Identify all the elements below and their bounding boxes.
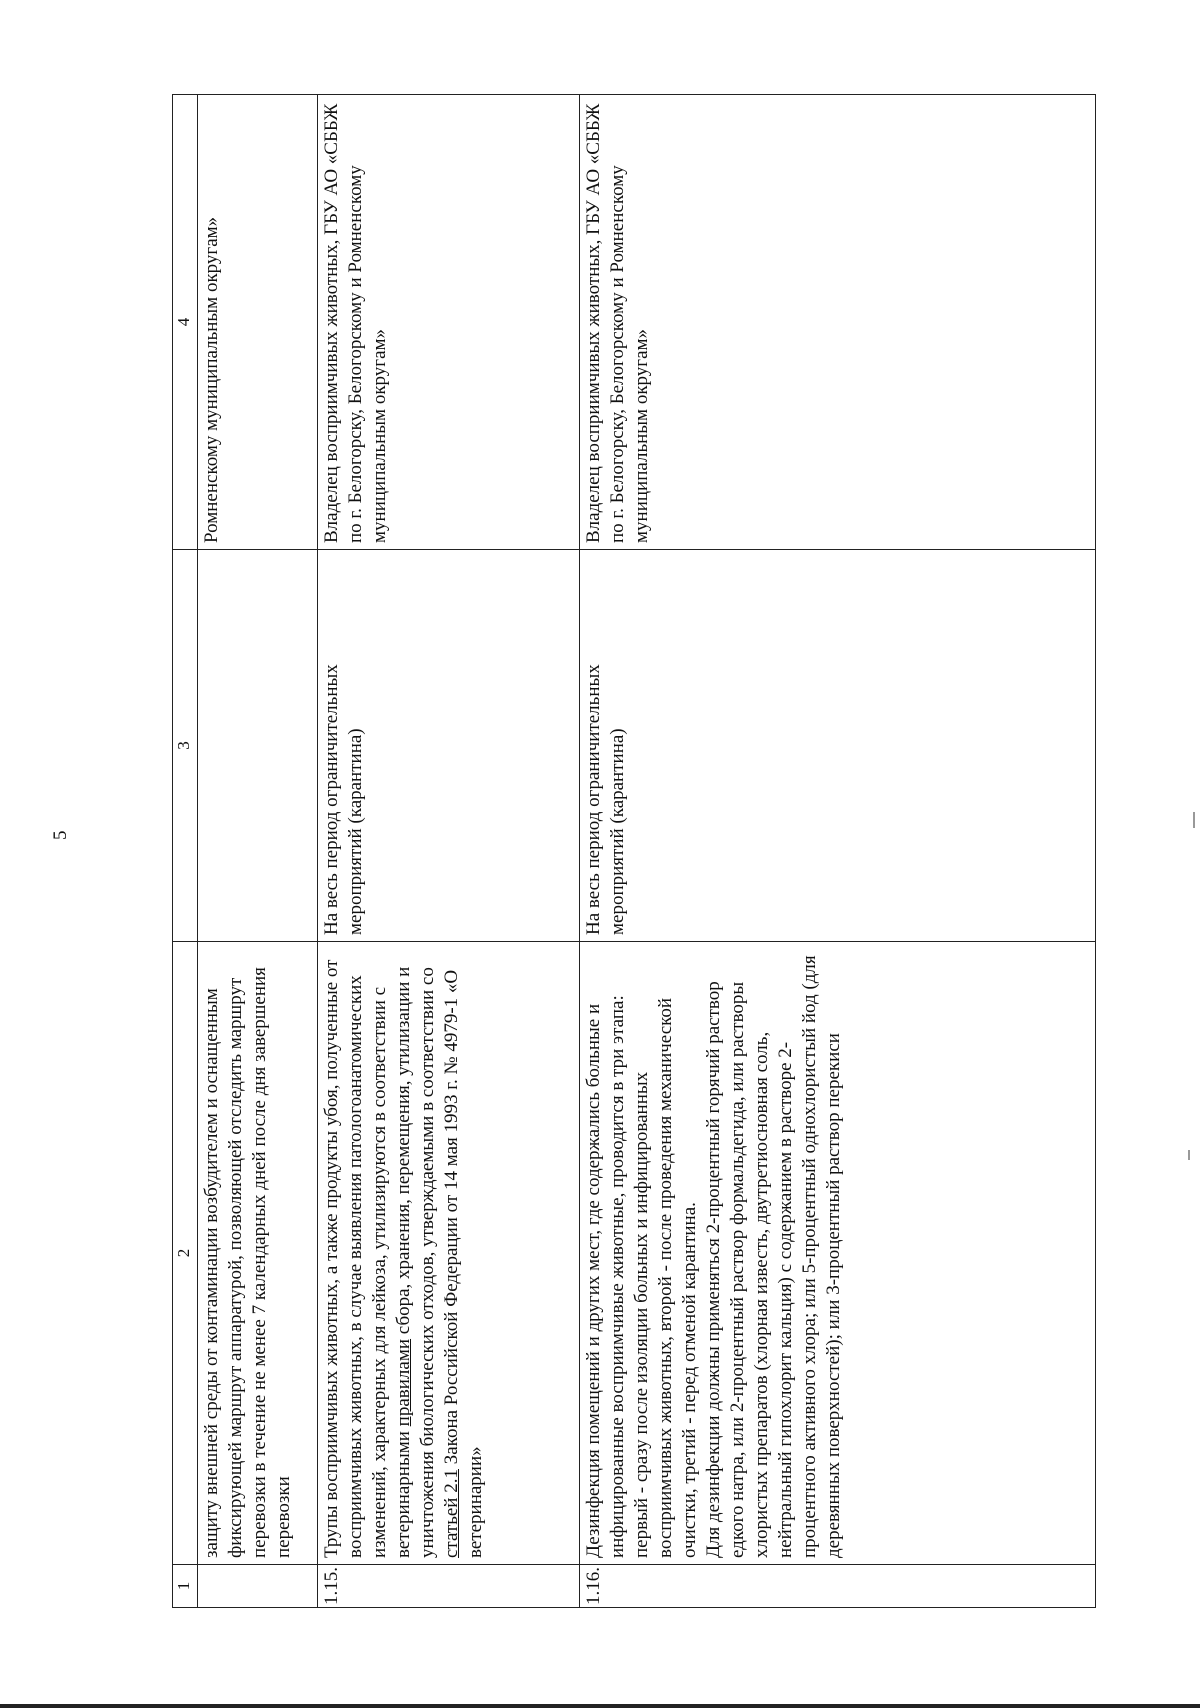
measure-paragraph: Дезинфекция помещений и других мест, где содержались больные и инфицированные восприимчивые животные, проводится в три этапа: первый - сразу после изоляции больных и инфицированных восприимчивых животных, второй - после проведения механической очистки, третий - перед отменой карантина.: [583, 995, 700, 1558]
table-row: [198, 95, 318, 1608]
table-header-row: [173, 95, 198, 1608]
header-col-2: 2: [173, 942, 198, 1565]
responsible-party: Владелец восприимчивых животных, ГБУ АО «СББЖ по г. Белогорску, Белогорскому и Ромненскому муниципальным округам»: [318, 95, 580, 550]
responsible-party: Владелец восприимчивых животных, ГБУ АО «СББЖ по г. Белогорску, Белогорскому и Ромненскому муниципальным округам»: [580, 95, 1096, 550]
measure-text-part: сбора, хранения, перемещения, утилизации и уничтожения биологических отходов, утверждаемыми в соответствии со: [393, 966, 438, 1558]
table-row: [318, 95, 580, 1608]
header-col-4: 4: [173, 95, 198, 550]
responsible-party: Ромненскому муниципальным округам»: [198, 95, 318, 550]
measure-text: защиту внешней среды от контаминации возбудителем и оснащенным фиксирующей маршрут аппаратурой, позволяющей отследить маршрут перевозки в течение не менее 7 календарных дней после дня завершения перевозки: [198, 942, 318, 1565]
article-link[interactable]: статьей 2.1: [441, 1469, 462, 1558]
measure-text: [318, 942, 580, 1565]
measures-table: [172, 94, 1096, 1608]
measure-text: [580, 942, 1096, 1565]
row-number: [198, 1565, 318, 1608]
measure-period: [198, 550, 318, 942]
table-row: [580, 95, 1096, 1608]
header-col-1: 1: [173, 1565, 198, 1608]
measure-text-part: Трупы восприимчивых животных, а также продукты убоя, полученные от восприимчивых животных, в случае выявления патологоанатомических изменений, характерных для лейкоза, утилизируются в соответствии с ветеринарными: [321, 959, 414, 1558]
scan-edge: [0, 1704, 1200, 1708]
measure-period: На весь период ограничительных мероприятий (карантина): [318, 550, 580, 942]
header-col-3: 3: [173, 550, 198, 942]
row-number: 1.15.: [318, 1565, 580, 1608]
scan-mark: [1188, 1150, 1190, 1160]
scan-mark: [1193, 812, 1195, 828]
rotated-table-container: [172, 103, 1096, 1608]
measure-period: На весь период ограничительных мероприятий (карантина): [580, 550, 1096, 942]
row-number: 1.16.: [580, 1565, 1096, 1608]
measure-paragraph: Для дезинфекции должны применяться 2-процентный горячий раствор едкого натра, или 2-процентный раствор формальдегида, или растворы хлористых препаратов (хлорная известь, двутретиосновная соль, нейтральный гипохлорит кальция) с содержанием в растворе 2-процентного активного хлора; или 5-процентный однохлористый йод (для деревянных поверхностей); или 3-процентный раствор перекиси: [703, 955, 844, 1558]
page-number: 5: [50, 830, 71, 840]
measure-text-part: Закона Российской Федерации от 14 мая 1993 г. № 4979-1 «О ветеринарии»: [441, 969, 486, 1558]
rules-link[interactable]: правилами: [393, 1338, 414, 1427]
